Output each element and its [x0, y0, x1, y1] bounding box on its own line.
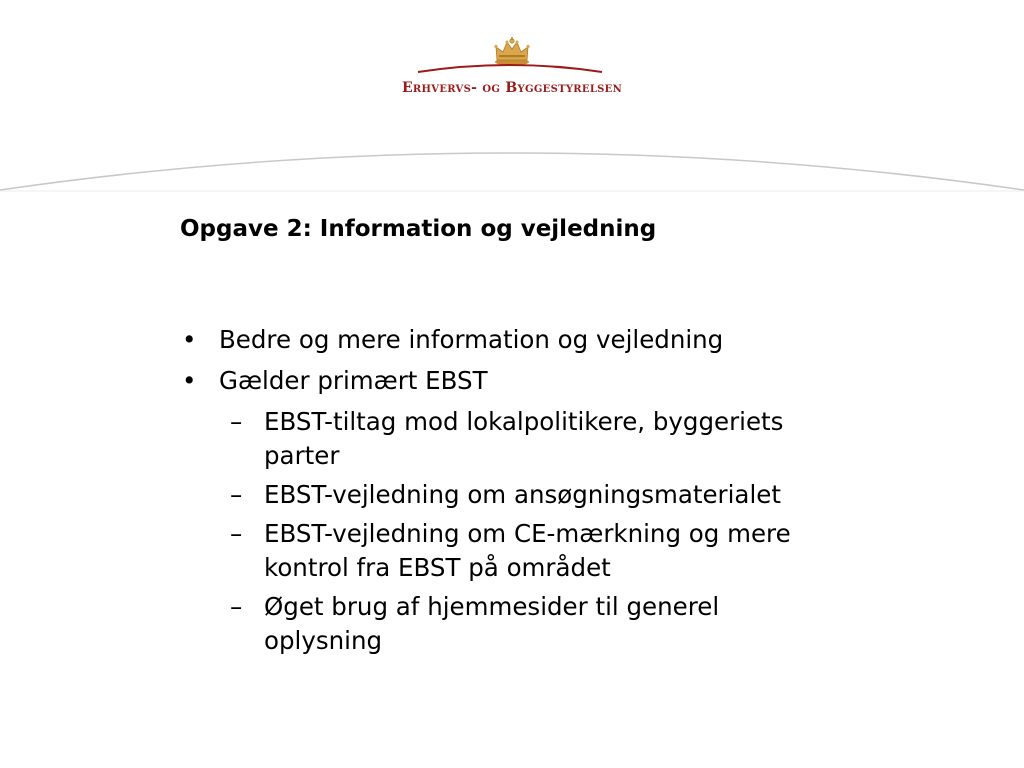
- dash-marker: –: [230, 480, 243, 509]
- dash-marker: –: [230, 592, 243, 621]
- slide-title: Opgave 2: Information og vejledning: [180, 216, 657, 242]
- dash-marker: –: [230, 407, 243, 436]
- list-item: [180, 590, 824, 658]
- list-item: [180, 517, 824, 585]
- list-item-text: Bedre og mere information og vejledning: [219, 325, 724, 354]
- list-item-text: EBST-tiltag mod lokalpolitikere, byggeriets parter: [264, 407, 784, 470]
- list-item-text: Øget brug af hjemmesider til generel oplysning: [264, 592, 720, 655]
- organization-name: Erhvervs- og Byggestyrelsen: [401, 80, 623, 96]
- list-item-text: Gælder primært EBST: [219, 366, 488, 395]
- list-item-text: EBST-vejledning om CE-mærkning og mere kontrol fra EBST på området: [264, 519, 791, 582]
- agency-logo: [0, 0, 1024, 100]
- bullet-marker: •: [182, 366, 197, 395]
- list-item: [180, 478, 824, 512]
- dash-marker: –: [230, 519, 243, 548]
- bullet-list: [180, 323, 880, 663]
- list-item: [180, 364, 880, 398]
- list-item-text: EBST-vejledning om ansøgningsmaterialet: [264, 480, 781, 509]
- list-item: [180, 405, 824, 473]
- list-item: [180, 323, 880, 357]
- logo-underline: [410, 58, 610, 78]
- decorative-arc: [0, 130, 1024, 200]
- bullet-marker: •: [182, 325, 197, 354]
